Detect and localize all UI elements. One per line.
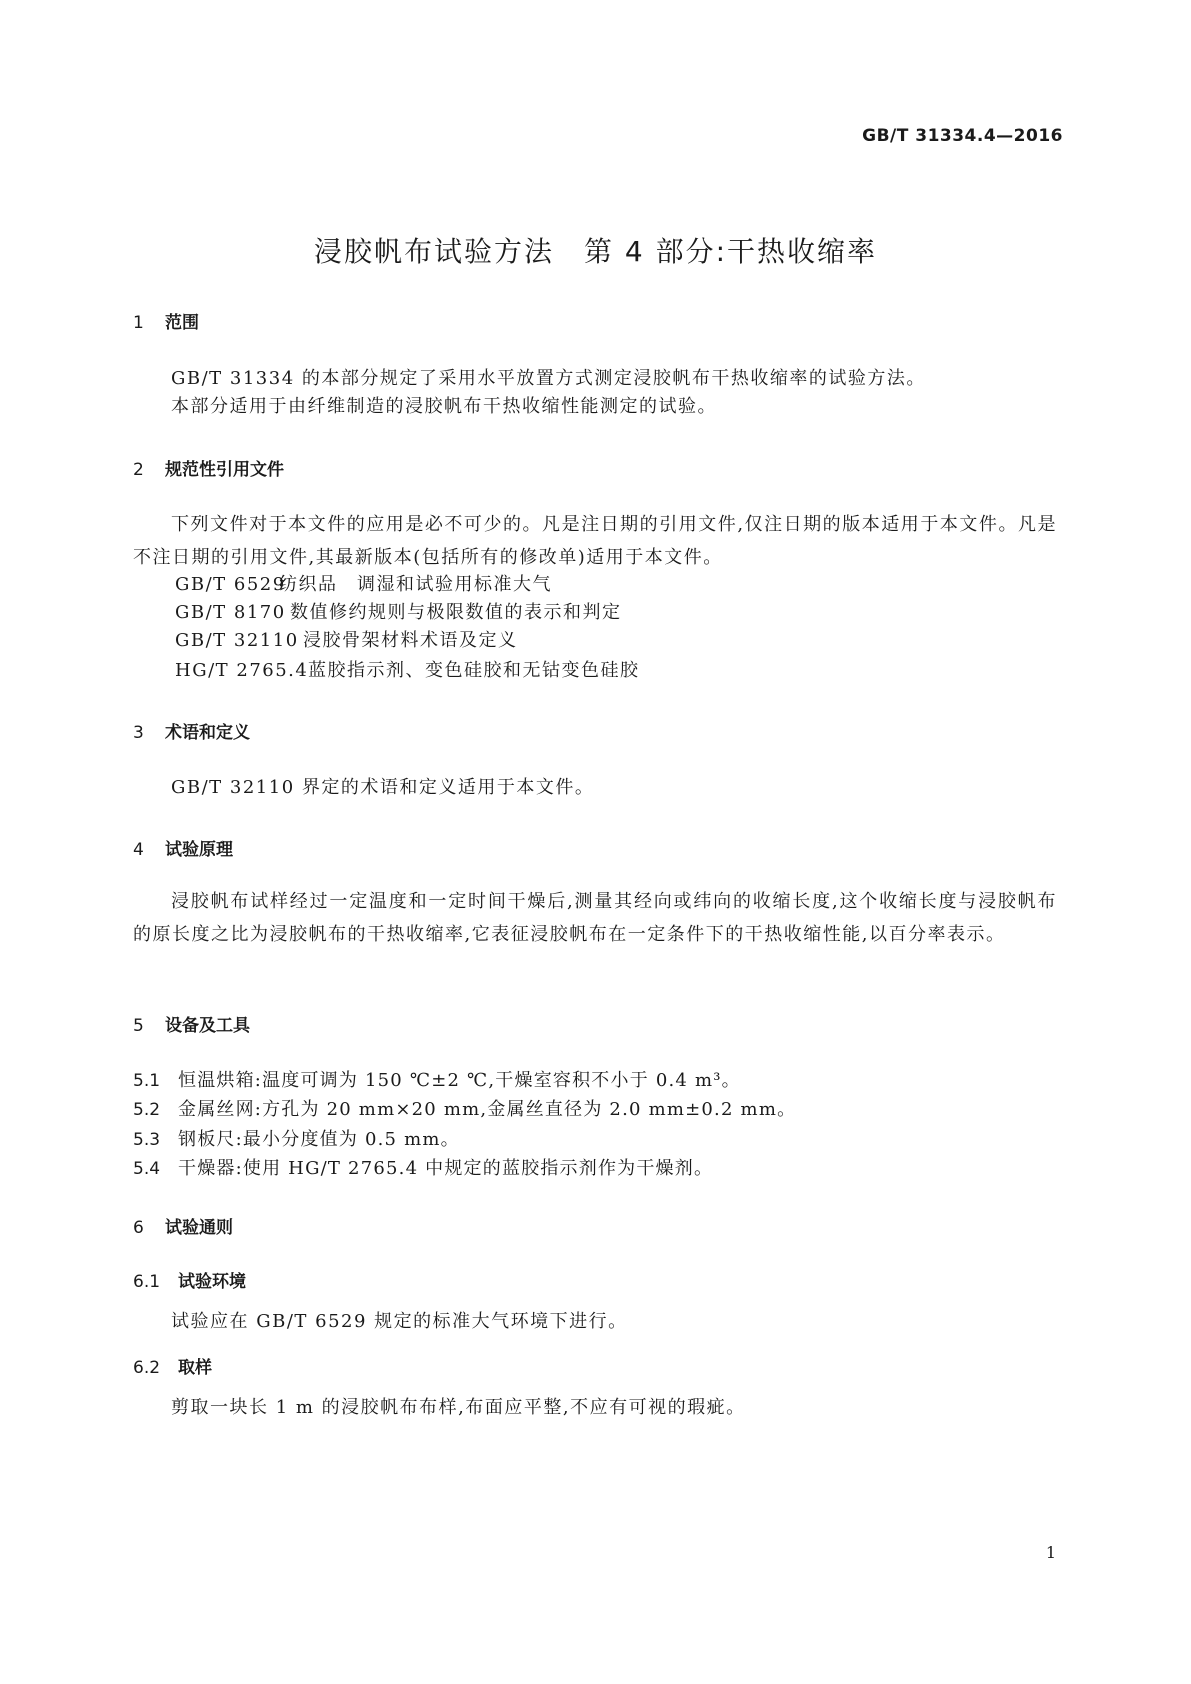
page-number: 1 <box>1045 1543 1056 1562</box>
item-text: 干燥器:使用 HG/T 2765.4 中规定的蓝胶指示剂作为干燥剂。 <box>178 1158 714 1179</box>
section-6-1-heading <box>133 1267 246 1292</box>
item-text: 恒温烘箱:温度可调为 150 ℃±2 ℃,干燥室容积不小于 0.4 m³。 <box>178 1070 741 1091</box>
equipment-item <box>133 1095 796 1121</box>
section-4-paragraph-1: 浸胶帆布试样经过一定温度和一定时间干燥后,测量其经向或纬向的收缩长度,这个收缩长度与浸胶帆布的原长度之比为浸胶帆布的干热收缩率,它表征浸胶帆布在一定条件下的干热收缩性能,以百分率表示。 <box>133 891 1057 945</box>
section-3-paragraph-1: GB/T 32110 界定的术语和定义适用于本文件。 <box>171 777 595 798</box>
item-number: 5.4 <box>133 1159 161 1179</box>
section-number: 4 <box>133 840 144 860</box>
reference-title: 纺织品 调湿和试验用标准大气 <box>279 574 552 595</box>
section-6-2-paragraph-1: 剪取一块长 1 m 的浸胶帆布布样,布面应平整,不应有可视的瑕疵。 <box>171 1397 746 1418</box>
section-number: 2 <box>133 460 144 480</box>
section-title: 术语和定义 <box>165 723 250 743</box>
section-6-heading <box>133 1213 233 1238</box>
reference-code: GB/T 6529 <box>175 574 286 595</box>
section-6-1-paragraph-1: 试验应在 GB/T 6529 规定的标准大气环境下进行。 <box>171 1311 628 1332</box>
reference-title: 浸胶骨架材料术语及定义 <box>303 630 518 651</box>
section-number: 3 <box>133 723 144 743</box>
section-2-paragraph-1: 下列文件对于本文件的应用是必不可少的。凡是注日期的引用文件,仅注日期的版本适用于本文件。凡是不注日期的引用文件,其最新版本(包括所有的修改单)适用于本文件。 <box>133 514 1057 568</box>
section-title: 范围 <box>165 313 199 333</box>
section-4-heading <box>133 835 233 860</box>
section-1-heading <box>133 308 199 333</box>
section-title: 试验原理 <box>165 840 233 860</box>
equipment-item <box>133 1066 741 1092</box>
standard-code: GB/T 31334.4—2016 <box>862 126 1063 146</box>
section-5-heading <box>133 1011 250 1036</box>
normative-reference <box>175 626 518 652</box>
section-1-paragraph-2: 本部分适用于由纤维制造的浸胶帆布干热收缩性能测定的试验。 <box>171 396 717 417</box>
item-number: 5.3 <box>133 1130 161 1150</box>
section-number: 5 <box>133 1016 144 1036</box>
document-title: 浸胶帆布试验方法 第 4 部分:干热收缩率 <box>313 235 878 268</box>
section-number: 1 <box>133 313 144 333</box>
item-text: 金属丝网:方孔为 20 mm×20 mm,金属丝直径为 2.0 mm±0.2 mm。 <box>178 1099 797 1120</box>
section-number: 6 <box>133 1218 144 1238</box>
section-title: 取样 <box>178 1358 212 1378</box>
section-3-heading <box>133 718 250 743</box>
reference-title: 数值修约规则与极限数值的表示和判定 <box>290 602 622 623</box>
normative-reference <box>175 570 552 596</box>
reference-code: HG/T 2765.4 <box>175 660 309 681</box>
item-number: 5.2 <box>133 1100 161 1120</box>
section-number: 6.1 <box>133 1272 161 1292</box>
section-number: 6.2 <box>133 1358 161 1378</box>
section-title: 试验通则 <box>165 1218 233 1238</box>
equipment-item <box>133 1125 460 1151</box>
section-1-paragraph-1: GB/T 31334 的本部分规定了采用水平放置方式测定浸胶帆布干热收缩率的试验方法。 <box>171 368 926 389</box>
item-text: 钢板尺:最小分度值为 0.5 mm。 <box>178 1129 460 1150</box>
section-6-2-heading <box>133 1353 212 1378</box>
section-title: 规范性引用文件 <box>165 460 284 480</box>
item-number: 5.1 <box>133 1071 161 1091</box>
section-title: 试验环境 <box>178 1272 246 1292</box>
equipment-item <box>133 1154 713 1180</box>
section-title: 设备及工具 <box>165 1016 250 1036</box>
section-2-heading <box>133 455 284 480</box>
normative-reference <box>175 598 622 624</box>
reference-code: GB/T 32110 <box>175 630 299 651</box>
reference-title: 蓝胶指示剂、变色硅胶和无钴变色硅胶 <box>308 660 640 681</box>
reference-code: GB/T 8170 <box>175 602 286 623</box>
normative-reference <box>175 656 640 682</box>
